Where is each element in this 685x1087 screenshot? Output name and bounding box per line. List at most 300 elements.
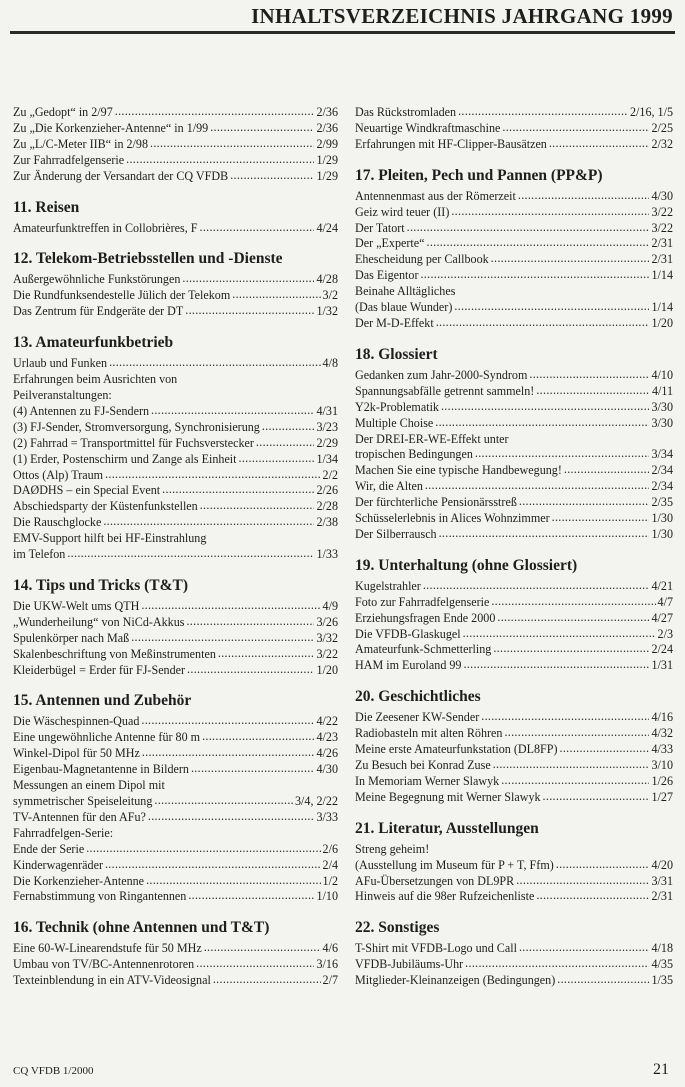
dot-leader [491,594,655,610]
toc-entry [355,479,673,495]
dot-leader [141,598,320,614]
dot-leader [439,526,650,542]
toc-entry [13,714,338,730]
toc-entry [355,726,673,742]
dot-leader [427,235,650,251]
dot-leader [115,104,315,120]
dot-leader [162,482,314,498]
dot-leader [549,136,650,152]
section-heading: 15. Antennen und Zubehör [13,692,192,710]
entry-title: Zu „Gedopt“ in 2/97 [13,105,113,119]
entry-page: 3/33 [316,809,338,824]
toc-entry [355,941,673,957]
entry-page: 2/2 [322,467,338,482]
dot-leader [230,168,314,184]
dot-leader [451,204,649,220]
toc-section [13,249,338,320]
entry-page: 3/31 [651,873,673,888]
entry-title: Fernabstimmung von Ringantennen [13,889,187,904]
entry-page: 2/6 [322,841,338,856]
toc-entry [13,973,338,989]
entry-title: Die Rundfunksendestelle Jülich der Telekom [13,288,231,303]
section-heading: 22. Sonstiges [355,919,440,937]
title-rule [10,31,675,34]
dot-leader [148,809,315,825]
entry-page: 2/31 [651,889,673,904]
entry-title: VFDB-Jubiläums-Uhr [355,957,464,972]
toc-entry [355,627,673,643]
toc-section [13,198,338,237]
entry-page: 4/10 [651,367,673,382]
toc-entry [355,416,673,432]
dot-leader [218,646,315,662]
dot-leader [407,220,650,236]
entry-page: 1/34 [316,451,338,466]
dot-leader [186,614,314,630]
toc-entry [355,284,673,316]
page-number: 21 [653,1061,669,1078]
toc-entry [13,826,338,858]
entry-title: Das Rückstromladen [355,105,457,119]
entry-title: Messungen an einem Dipol mit [13,778,165,793]
entry-page: 1/29 [316,168,338,183]
entry-title: (4) Antennen zu FJ-Sendern [13,403,150,418]
entry-title: Die VFDB-Glaskugel [355,626,461,641]
dot-leader [536,383,650,399]
entry-page: 4/33 [651,742,673,757]
dot-leader [232,287,320,303]
entry-title: Zu Besuch bei Konrad Zuse [355,758,491,772]
entry-title: Kugelstrahler [355,578,421,593]
toc-entry [355,658,673,674]
dot-leader [465,956,649,972]
dot-leader [519,940,650,956]
dot-leader [204,940,321,956]
toc-entry [355,105,673,121]
entry-page: 4/22 [316,714,338,729]
entry-page: 2/24 [651,642,673,657]
dot-leader [552,510,650,526]
toc-entry [13,153,338,169]
dot-leader [516,873,649,889]
entry-page: 1/20 [651,315,673,330]
dot-leader [187,662,314,678]
entry-page: 4/31 [316,403,338,418]
entry-page: 1/2 [322,873,338,888]
dot-leader [502,120,649,136]
entry-title: Kinderwagenräder [13,857,103,872]
toc-section [13,105,338,185]
dot-leader [441,399,650,415]
entry-title: Peilveranstaltungen: [13,387,112,402]
dot-leader [560,741,650,757]
toc-entry [355,527,673,543]
dot-leader [105,857,321,873]
dot-leader [188,888,314,904]
entry-title: HAM im Euroland 99 [355,658,462,673]
entry-title: im Telefon [13,547,66,562]
toc-entry [13,858,338,874]
toc-entry [13,272,338,288]
dot-leader [504,725,649,741]
section-heading: 13. Amateurfunkbetrieb [13,334,174,352]
entry-page: 1/30 [651,511,673,526]
toc-entry [13,436,338,452]
toc-entry [13,121,338,137]
toc-entry [355,595,673,611]
toc-entry [13,874,338,890]
entry-page: 1/35 [651,973,673,988]
entry-title: EMV-Support hilft bei HF-Einstrahlung [13,531,207,546]
entry-page: 2/31 [651,252,673,267]
toc-entry [355,268,673,284]
entry-page: 1/14 [651,300,673,315]
entry-page: 2/29 [316,435,338,450]
toc-entry [355,221,673,237]
dot-leader [519,494,650,510]
dot-leader [141,713,314,729]
toc-entry [355,579,673,595]
toc-entry [355,236,673,252]
toc-entry [355,384,673,400]
entry-title: Der Tatort [355,220,405,235]
dot-leader [436,315,650,331]
entry-title: Machen Sie eine typische Handbewegung! [355,463,562,478]
entry-page: 2/36 [316,105,338,119]
entry-title: Der DREI-ER-WE-Effekt unter [355,431,509,446]
entry-title: TV-Antennen für den AFu? [13,809,146,824]
dot-leader [564,462,650,478]
section-heading: 17. Pleiten, Pech und Pannen (PP&P) [355,166,603,184]
dot-leader [151,403,314,419]
entry-page: 4/18 [651,941,673,956]
section-heading: 19. Unterhaltung (ohne Glossiert) [355,556,578,574]
entry-page: 2/36 [316,120,338,135]
entry-page: 3/30 [651,415,673,430]
entry-page: 4/11 [651,383,673,398]
entry-title: Y2k-Problematik [355,399,439,414]
entry-page: 3/16 [316,957,338,972]
entry-title: Die Wäschespinnen-Quad [13,714,140,729]
entry-title: Fahrradfelgen-Serie: [13,825,114,840]
toc-section [355,166,673,332]
entry-title: T-Shirt mit VFDB-Logo und Call [355,941,517,956]
entry-title: Ottos (Alp) Traum [13,467,104,482]
dot-leader [262,419,315,435]
entry-title: Die UKW-Welt ums QTH [13,598,140,613]
entry-title: Das Eigentor [355,268,419,283]
toc-entry [13,356,338,372]
entry-title: Spannungsabfälle getrennt sammeln! [355,383,535,398]
toc-entry [13,499,338,515]
toc-entry [355,758,673,774]
entry-page: 4/8 [322,356,338,371]
toc-entry [13,169,338,185]
entry-title: Wir, die Alten [355,479,423,494]
entry-title: Der fürchterliche Pensionärsstreß [355,495,517,510]
entry-title: Meine Begegnung mit Werner Slawyk [355,789,541,804]
toc-entry [13,420,338,436]
dot-leader [202,729,314,745]
entry-page: 3/10 [651,758,673,772]
dot-leader [191,761,315,777]
section-heading: 20. Geschichtliches [355,688,481,706]
entry-title: Streng geheim! [355,841,430,856]
entry-title: Eine 60-W-Linearendstufe für 50 MHz [13,941,202,956]
entry-title: Der „Experte“ [355,236,425,251]
toc-entry [355,121,673,137]
entry-page: 1/32 [316,304,338,319]
toc-section [13,691,338,905]
entry-page: 3/26 [316,614,338,629]
toc-entry [13,288,338,304]
entry-title: Umbau von TV/BC-Antennenrotoren [13,957,195,972]
dot-leader [126,152,314,168]
entry-title: Beinahe Alltägliches [355,284,456,299]
entry-title: tropischen Bedingungen [355,447,473,462]
dot-leader [185,303,314,319]
toc-section [13,576,338,679]
entry-page: 2/7 [322,973,338,988]
entry-page: 1/31 [651,658,673,673]
entry-title: Geiz wird teuer (II) [355,204,450,219]
entry-title: Der Silberrausch [355,526,437,541]
toc-entry [355,189,673,205]
footer-publication: CQ VFDB 1/2000 [13,1065,94,1077]
toc-section [13,333,338,563]
entry-title: Zu „Die Korkenzieher-Antenne“ in 1/99 [13,120,209,135]
entry-page: 1/27 [651,789,673,804]
dot-leader [497,610,649,626]
entry-title: (3) FJ-Sender, Stromversorgung, Synchronisierung [13,419,260,434]
entry-page: 4/30 [316,762,338,777]
entry-page: 1/33 [316,547,338,562]
entry-page: 2/26 [316,483,338,498]
toc-entry [355,774,673,790]
entry-page: 4/9 [322,598,338,613]
entry-title: Die Rauschglocke [13,515,102,530]
dot-leader [425,478,650,494]
dot-leader [154,793,293,809]
entry-page: 4/35 [651,957,673,972]
entry-title: Kleiderbügel = Erder für FJ-Sender [13,662,186,677]
entry-page: 2/99 [316,136,338,151]
entry-title: Die Zeesener KW-Sender [355,710,480,725]
toc-entry [355,432,673,464]
entry-page: 3/4, 2/22 [294,794,338,808]
dot-leader [213,972,321,988]
dot-leader [200,220,315,236]
toc-entry [13,730,338,746]
toc-section [355,556,673,674]
entry-page: 3/22 [316,646,338,661]
dot-leader [543,789,650,805]
entry-title: Ehescheidung per Callbook [355,252,489,267]
entry-title: Texteinblendung in ein ATV-Videosignal [13,973,211,988]
entry-page: 4/16 [651,710,673,725]
toc-entry [355,205,673,221]
entry-page: 4/28 [316,272,338,287]
entry-title: Multiple Choise [355,415,434,430]
toc-entry [13,221,338,237]
toc-entry [355,642,673,658]
entry-title: Urlaub und Funken [13,356,108,371]
entry-page: 2/28 [316,499,338,514]
dot-leader [493,641,649,657]
section-heading: 14. Tips und Tricks (T&T) [13,576,189,594]
toc-entry [355,368,673,384]
entry-title: AFu-Übersetzungen von DL9PR [355,873,515,888]
dot-leader [239,451,315,467]
section-heading: 18. Glossiert [355,345,438,363]
entry-page: 1/26 [651,773,673,788]
toc-entry [13,810,338,826]
entry-title: Erfahrungen beim Ausrichten von [13,372,178,387]
entry-page: 4/24 [316,220,338,235]
entry-page: 3/22 [651,220,673,235]
dot-leader [501,773,649,789]
entry-title: Die Korkenzieher-Antenne [13,873,145,888]
dot-leader [423,578,650,594]
toc-entry [355,889,673,905]
entry-title: Abschiedsparty der Küstenfunkstellen [13,499,198,514]
dot-leader [256,435,315,451]
dot-leader [105,467,320,483]
toc-section [355,918,673,989]
entry-title: Schüsselerlebnis in Alices Wohnzimmer [355,511,550,526]
dot-leader [86,841,320,857]
toc-entry [13,746,338,762]
dot-leader [420,267,649,283]
entry-page: 4/30 [651,188,673,203]
toc-entry [13,105,338,121]
entry-title: Foto zur Fahrradfelgenserie [355,594,490,609]
entry-title: Spulenkörper nach Maß [13,630,130,645]
entry-page: 2/32 [651,136,673,151]
entry-title: (2) Fahrrad = Transportmittel für Fuchsverstecker [13,435,254,450]
toc-entry [355,400,673,416]
dot-leader [536,888,649,904]
toc-entry [355,511,673,527]
toc-entry [13,631,338,647]
toc-entry [13,468,338,484]
dot-leader [103,514,314,530]
entry-title: „Wunderheilung“ von NiCd-Akkus [13,614,185,629]
dot-leader [475,446,650,462]
dot-leader [481,709,649,725]
entry-page: 4/21 [651,578,673,593]
toc-entry [13,372,338,420]
toc-entry [13,452,338,468]
dot-leader [142,745,315,761]
toc-section [355,345,673,543]
entry-page: 2/34 [651,479,673,494]
section-heading: 21. Literatur, Ausstellungen [355,819,539,837]
dot-leader [493,757,650,773]
entry-page: 4/6 [322,941,338,956]
entry-title: Amateurfunk-Schmetterling [355,642,492,657]
entry-page: 4/32 [651,726,673,741]
dot-leader [435,415,649,431]
toc-entry [13,304,338,320]
dot-leader [67,546,314,562]
toc-entry [355,137,673,153]
dot-leader [463,657,649,673]
entry-title: Eigenbau-Magnetantenne in Bildern [13,762,189,777]
toc-section [355,819,673,906]
dot-leader [458,104,628,120]
entry-title: Außergewöhnliche Funkstörungen [13,272,181,287]
entry-title: Zur Änderung der Versandart der CQ VFDB [13,168,229,183]
entry-title: Mitglieder-Kleinanzeigen (Bedingungen) [355,973,556,988]
entry-title: (1) Erder, Postenschirm und Zange als Einheit [13,451,237,466]
entry-title: symmetrischer Speiseleitung [13,794,153,808]
dot-leader [557,972,649,988]
toc-entry [13,762,338,778]
entry-page: 4/27 [651,610,673,625]
entry-page: 2/16, 1/5 [629,105,673,119]
page-title: INHALTSVERZEICHNIS JAHRGANG 1999 [251,4,673,28]
toc-entry [355,710,673,726]
toc-entry [13,663,338,679]
toc-section [13,918,338,989]
dot-leader [529,367,649,383]
entry-page: 1/10 [316,889,338,904]
toc-entry [13,778,338,810]
toc-entry [13,647,338,663]
entry-title: Winkel-Dipol für 50 MHz [13,746,140,761]
dot-leader [454,299,649,315]
dot-leader [146,873,320,889]
entry-title: Skalenbeschriftung von Meßinstrumenten [13,646,216,661]
entry-title: Neuartige Windkraftmaschine [355,120,501,135]
entry-title: DAØDHS – ein Special Event [13,483,161,498]
entry-page: 1/29 [316,152,338,167]
entry-title: (Ausstellung im Museum für P + T, Ffm) [355,857,554,872]
entry-title: (Das blaue Wunder) [355,300,453,315]
dot-leader [556,857,650,873]
dot-leader [182,271,314,287]
entry-page: 2/4 [322,857,338,872]
toc-entry [13,957,338,973]
entry-page: 3/32 [316,630,338,645]
toc-entry [355,252,673,268]
entry-title: Eine ungewöhnliche Antenne für 80 m [13,730,201,745]
entry-title: In Memoriam Werner Slawyk [355,773,500,788]
entry-title: Ende der Serie [13,841,85,856]
toc-entry [13,615,338,631]
entry-page: 4/7 [657,594,673,609]
entry-title: Erziehungsfragen Ende 2000 [355,610,496,625]
entry-title: Amateurfunktreffen in Collobrières, F [13,220,198,235]
toc-entry [13,483,338,499]
dot-leader [200,498,315,514]
section-heading: 12. Telekom-Betriebsstellen und -Dienste [13,250,283,268]
toc-entry [355,463,673,479]
entry-page: 2/25 [651,120,673,135]
toc-entry [355,874,673,890]
entry-title: Erfahrungen mit HF-Clipper-Bausätzen [355,136,547,151]
toc-entry [355,790,673,806]
toc-entry [355,973,673,989]
entry-title: Der M-D-Effekt [355,315,434,330]
toc-entry [355,611,673,627]
entry-title: Zur Fahrradfelgenserie [13,152,125,167]
entry-title: Meine erste Amateurfunkstation (DL8FP) [355,742,558,757]
entry-page: 4/20 [651,857,673,872]
entry-title: Gedanken zum Jahr-2000-Syndrom [355,367,528,382]
dot-leader [196,956,314,972]
